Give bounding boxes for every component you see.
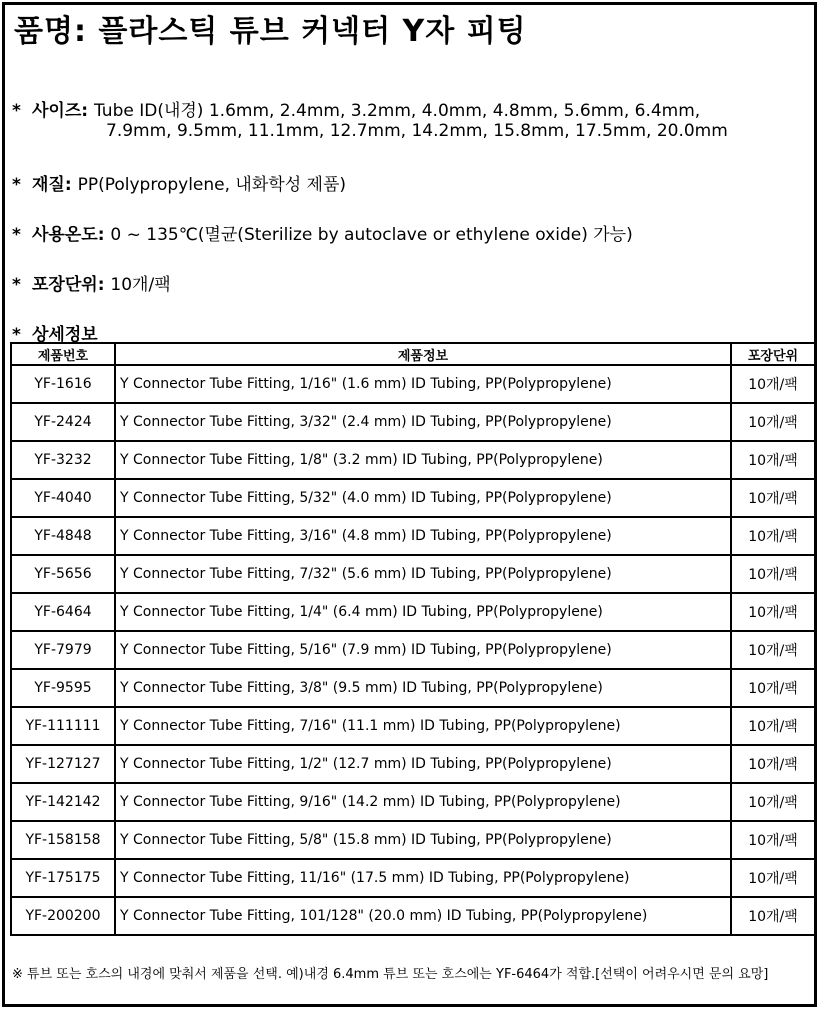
table-header-row <box>11 343 815 365</box>
pack-unit: 10개/팩 <box>731 593 815 631</box>
bullet-star: * <box>12 175 21 195</box>
spec-temperature-value: 0 ~ 135℃(멸균(Sterilize by autoclave or ethylene oxide) 가능) <box>110 225 633 245</box>
spec-material-value: PP(Polypropylene, 내화학성 제품) <box>77 175 346 195</box>
header-product-info: 제품정보 <box>115 343 731 365</box>
header-product-code: 제품번호 <box>11 343 115 365</box>
product-info: Y Connector Tube Fitting, 1/16" (1.6 mm) ID Tubing, PP(Polypropylene) <box>115 365 731 403</box>
product-code: YF-3232 <box>11 441 115 479</box>
bullet-star: * <box>12 101 21 121</box>
spec-temperature <box>12 220 633 245</box>
pack-unit: 10개/팩 <box>731 517 815 555</box>
product-code: YF-9595 <box>11 669 115 707</box>
product-info: Y Connector Tube Fitting, 5/8" (15.8 mm) ID Tubing, PP(Polypropylene) <box>115 821 731 859</box>
product-info: Y Connector Tube Fitting, 1/4" (6.4 mm) ID Tubing, PP(Polypropylene) <box>115 593 731 631</box>
header-pack-unit: 포장단위 <box>731 343 815 365</box>
product-info: Y Connector Tube Fitting, 3/32" (2.4 mm) ID Tubing, PP(Polypropylene) <box>115 403 731 441</box>
spec-size-value: Tube ID(내경) 1.6mm, 2.4mm, 3.2mm, 4.0mm, 4.8mm, 5.6mm, 6.4mm, <box>94 101 701 121</box>
product-code: YF-7979 <box>11 631 115 669</box>
pack-unit: 10개/팩 <box>731 365 815 403</box>
pack-unit: 10개/팩 <box>731 707 815 745</box>
product-code: YF-6464 <box>11 593 115 631</box>
table-row <box>11 859 815 897</box>
table-row <box>11 631 815 669</box>
product-info: Y Connector Tube Fitting, 5/32" (4.0 mm) ID Tubing, PP(Polypropylene) <box>115 479 731 517</box>
selection-note: ※ 튜브 또는 호스의 내경에 맞춰서 제품을 선택. 예)내경 6.4mm 튜브 또는 호스에는 YF-6464가 적합.[선택이 어려우시면 문의 요망] <box>12 967 769 982</box>
table-row <box>11 365 815 403</box>
table-row <box>11 403 815 441</box>
spec-temperature-label: 사용온도: <box>32 225 105 245</box>
spec-detail-label: 상세정보 <box>32 325 98 345</box>
table-row <box>11 821 815 859</box>
product-table <box>10 342 816 936</box>
pack-unit: 10개/팩 <box>731 745 815 783</box>
product-info: Y Connector Tube Fitting, 3/16" (4.8 mm) ID Tubing, PP(Polypropylene) <box>115 517 731 555</box>
product-code: YF-4848 <box>11 517 115 555</box>
product-code: YF-1616 <box>11 365 115 403</box>
table-row <box>11 669 815 707</box>
bullet-star: * <box>12 275 21 295</box>
product-info: Y Connector Tube Fitting, 5/16" (7.9 mm) ID Tubing, PP(Polypropylene) <box>115 631 731 669</box>
product-info: Y Connector Tube Fitting, 7/32" (5.6 mm) ID Tubing, PP(Polypropylene) <box>115 555 731 593</box>
spec-size-value-cont: 7.9mm, 9.5mm, 11.1mm, 12.7mm, 14.2mm, 15.8mm, 17.5mm, 20.0mm <box>106 121 728 141</box>
pack-unit: 10개/팩 <box>731 403 815 441</box>
table-row <box>11 555 815 593</box>
spec-packaging-value: 10개/팩 <box>110 275 171 295</box>
product-info: Y Connector Tube Fitting, 1/2" (12.7 mm) ID Tubing, PP(Polypropylene) <box>115 745 731 783</box>
table-row <box>11 897 815 935</box>
product-info: Y Connector Tube Fitting, 9/16" (14.2 mm) ID Tubing, PP(Polypropylene) <box>115 783 731 821</box>
product-info: Y Connector Tube Fitting, 7/16" (11.1 mm) ID Tubing, PP(Polypropylene) <box>115 707 731 745</box>
product-code: YF-111111 <box>11 707 115 745</box>
spec-size <box>12 96 700 121</box>
product-code: YF-158158 <box>11 821 115 859</box>
spec-size-label: 사이즈: <box>32 101 89 121</box>
bullet-star: * <box>12 225 21 245</box>
table-row <box>11 593 815 631</box>
pack-unit: 10개/팩 <box>731 783 815 821</box>
pack-unit: 10개/팩 <box>731 669 815 707</box>
product-code: YF-175175 <box>11 859 115 897</box>
product-code: YF-127127 <box>11 745 115 783</box>
product-title: 품명: 플라스틱 튜브 커넥터 Y자 피팅 <box>14 14 527 49</box>
table-row <box>11 479 815 517</box>
spec-packaging <box>12 270 171 295</box>
product-code: YF-200200 <box>11 897 115 935</box>
table-row <box>11 441 815 479</box>
pack-unit: 10개/팩 <box>731 441 815 479</box>
pack-unit: 10개/팩 <box>731 859 815 897</box>
spec-material-label: 재질: <box>32 175 72 195</box>
product-info: Y Connector Tube Fitting, 11/16" (17.5 mm) ID Tubing, PP(Polypropylene) <box>115 859 731 897</box>
table-row <box>11 707 815 745</box>
product-code: YF-4040 <box>11 479 115 517</box>
spec-material <box>12 170 346 195</box>
table-row <box>11 745 815 783</box>
table-row <box>11 517 815 555</box>
pack-unit: 10개/팩 <box>731 631 815 669</box>
pack-unit: 10개/팩 <box>731 555 815 593</box>
table-row <box>11 783 815 821</box>
product-info: Y Connector Tube Fitting, 101/128" (20.0 mm) ID Tubing, PP(Polypropylene) <box>115 897 731 935</box>
bullet-star: * <box>12 325 21 345</box>
product-info: Y Connector Tube Fitting, 3/8" (9.5 mm) ID Tubing, PP(Polypropylene) <box>115 669 731 707</box>
product-info: Y Connector Tube Fitting, 1/8" (3.2 mm) ID Tubing, PP(Polypropylene) <box>115 441 731 479</box>
pack-unit: 10개/팩 <box>731 897 815 935</box>
product-code: YF-142142 <box>11 783 115 821</box>
product-code: YF-2424 <box>11 403 115 441</box>
product-code: YF-5656 <box>11 555 115 593</box>
spec-packaging-label: 포장단위: <box>32 275 105 295</box>
pack-unit: 10개/팩 <box>731 821 815 859</box>
pack-unit: 10개/팩 <box>731 479 815 517</box>
